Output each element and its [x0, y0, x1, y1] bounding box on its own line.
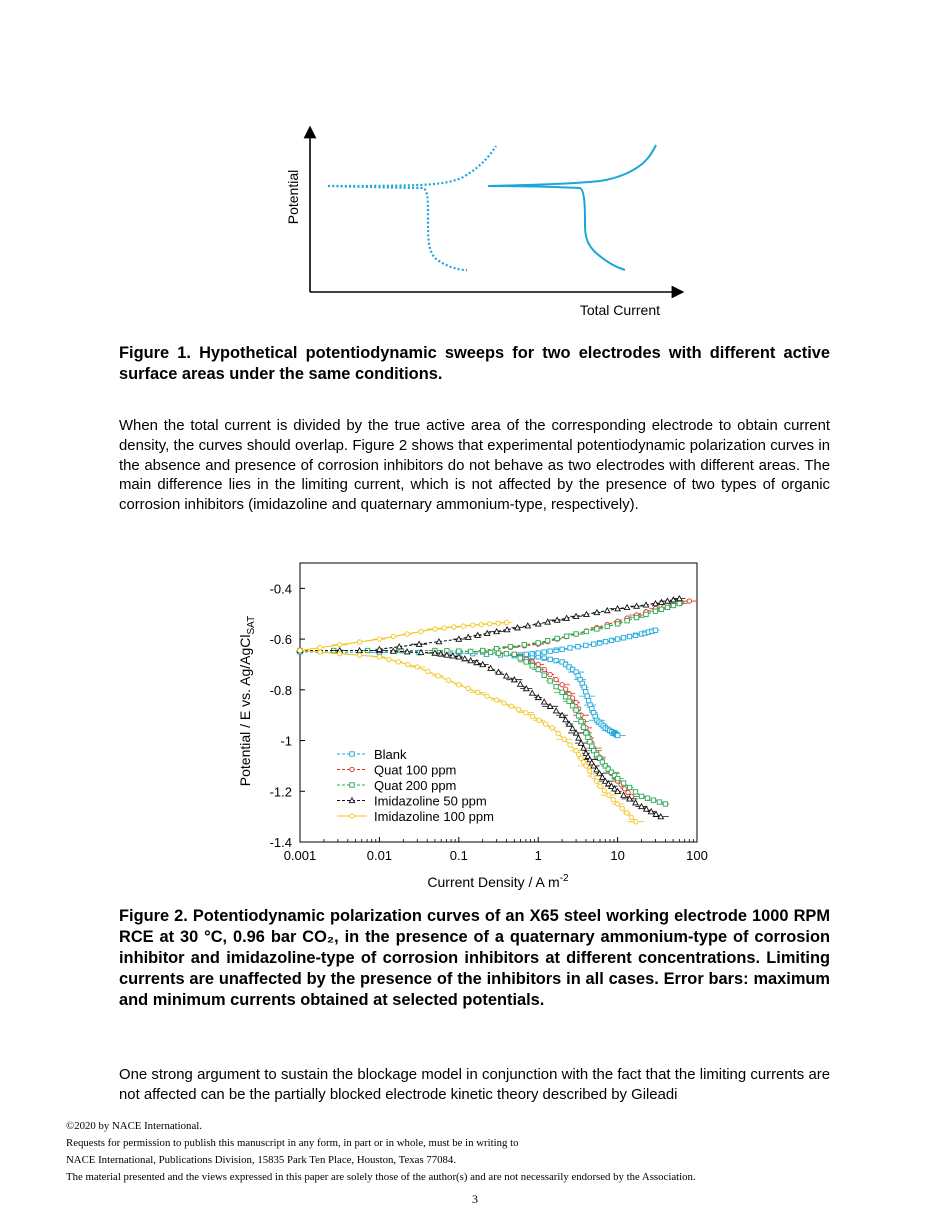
data-point: [590, 744, 594, 748]
footer-line-2: NACE International, Publications Division, 15835 Park Ten Place, Houston, Texas 77084.: [66, 1154, 457, 1166]
data-point: [377, 655, 381, 659]
data-point: [485, 694, 489, 698]
data-point: [524, 710, 528, 714]
data-point: [639, 794, 643, 798]
data-point: [518, 656, 522, 660]
data-point: [452, 625, 456, 629]
data-point: [598, 784, 602, 788]
data-point: [651, 798, 655, 802]
data-point: [457, 649, 461, 653]
data-point: [415, 665, 419, 669]
data-point: [462, 656, 467, 661]
data-point: [581, 725, 585, 729]
data-point: [509, 704, 513, 708]
data-point: [396, 660, 400, 664]
data-point: [583, 690, 587, 694]
data-point: [627, 785, 631, 789]
data-point: [621, 636, 625, 640]
legend-item: [337, 747, 407, 762]
data-point: [581, 745, 586, 750]
data-point: [626, 790, 630, 794]
data-point: [568, 646, 572, 650]
data-point: [574, 632, 578, 636]
data-point: [603, 639, 607, 643]
data-point: [512, 652, 516, 656]
data-point: [582, 685, 586, 689]
data-point: [634, 820, 638, 824]
y-tick-label: -1.4: [269, 835, 292, 850]
data-point: [488, 666, 493, 671]
data-point: [377, 637, 381, 641]
data-point: [530, 651, 534, 655]
data-point: [496, 651, 500, 655]
data-point: [504, 620, 508, 624]
footer: [66, 1118, 906, 1186]
data-point: [570, 703, 574, 707]
data-point: [338, 651, 342, 655]
data-point: [591, 774, 595, 778]
data-point: [591, 642, 595, 646]
data-point: [594, 779, 598, 783]
data-point: [548, 679, 552, 683]
data-point: [553, 708, 558, 713]
x-tick-label: 100: [686, 848, 708, 863]
paragraph-1: When the total current is divided by the true active area of the corresponding electrode to obtain current density, the curves should overlap. Figure 2 shows that experimental potentiodynamic polarization curves in the absence and presence of corrosion inhibitors do not behave as two electrodes with different areas. The main difference lies in the limiting current, which is not affected by the presence of two types of organic corrosion inhibitors (imidazoline and quaternary ammonium-type, respectively).: [119, 418, 830, 514]
data-point: [556, 731, 560, 735]
data-point: [562, 737, 566, 741]
data-point: [611, 797, 615, 801]
data-point: [554, 648, 558, 652]
legend-marker: [350, 767, 354, 771]
data-point: [584, 764, 588, 768]
data-point: [629, 815, 633, 819]
data-point: [502, 701, 506, 705]
data-point: [516, 707, 520, 711]
data-point: [357, 640, 361, 644]
data-point: [522, 643, 526, 647]
paragraph-2: One strong argument to sustain the blockage model in conjunction with the fact that the limiting currents are not affected can be the partially blocked electrode kinetic theory described by Gileadi: [119, 1067, 830, 1103]
data-point: [508, 645, 512, 649]
data-point: [584, 731, 588, 735]
data-point: [488, 650, 492, 654]
data-point: [357, 653, 361, 657]
fig1-solid-curve: [488, 145, 656, 270]
data-point: [536, 651, 540, 655]
data-point: [607, 793, 611, 797]
data-point: [391, 634, 395, 638]
data-point: [433, 627, 437, 631]
data-point: [494, 698, 498, 702]
y-tick-label: -1: [280, 733, 292, 749]
data-point: [677, 601, 681, 605]
data-point: [419, 629, 423, 633]
data-point: [461, 624, 465, 628]
data-point: [621, 781, 625, 785]
legend-item: [337, 794, 487, 809]
figure-1: [270, 120, 690, 325]
x-tick-label: 0.001: [283, 848, 317, 863]
legend-item: [337, 778, 456, 793]
data-point: [524, 652, 528, 656]
data-point: [542, 650, 546, 654]
data-point: [518, 681, 523, 686]
data-point: [442, 626, 446, 630]
data-point: [663, 802, 667, 806]
data-point: [387, 657, 391, 661]
footer-copyright: ©2020 by NACE International.: [66, 1120, 202, 1132]
y-tick-label: -0.6: [269, 632, 292, 648]
data-point: [406, 662, 410, 666]
data-point: [567, 699, 571, 703]
data-point: [479, 622, 483, 626]
data-point: [620, 806, 624, 810]
x-tick-label: 0.1: [449, 848, 468, 863]
data-point: [471, 623, 475, 627]
fig1-x-label: Total Current: [579, 302, 660, 318]
data-point: [605, 624, 609, 628]
data-point: [576, 735, 581, 740]
data-point: [405, 632, 409, 636]
data-point: [537, 718, 541, 722]
fig1-y-label: Potential: [285, 169, 301, 225]
data-point: [627, 634, 631, 638]
data-point: [548, 672, 552, 676]
data-point: [560, 647, 564, 651]
data-point: [555, 636, 559, 640]
data-point: [621, 792, 626, 797]
data-point: [476, 690, 480, 694]
data-point: [481, 648, 485, 652]
data-point: [625, 811, 629, 815]
fig2-y-axis-label: Potential / E vs. Ag/AgCl$_{SAT}$: [237, 615, 257, 787]
legend-item: [337, 809, 494, 824]
data-point: [615, 733, 619, 737]
legend-label: Blank: [374, 747, 407, 762]
data-point: [687, 599, 691, 603]
series-blank: [296, 628, 659, 738]
legend-label: Quat 100 ppm: [374, 762, 457, 778]
data-point: [545, 638, 549, 642]
data-point: [564, 634, 568, 638]
y-tick-label: -0.8: [269, 682, 292, 698]
legend-label: Imidazoline 50 ppm: [374, 793, 487, 809]
data-point: [487, 622, 491, 626]
data-point: [504, 673, 509, 678]
data-point: [568, 743, 572, 747]
data-point: [586, 735, 590, 739]
fig2-x-axis-label: Current Density / A $m^{-2}$: [427, 873, 569, 890]
data-point: [574, 708, 578, 712]
data-point: [542, 673, 546, 677]
footer-line-1: Requests for permission to publish this manuscript in any form, in part or in whole, must be in writing to: [66, 1137, 519, 1149]
data-point: [536, 667, 540, 671]
page-number: 3: [472, 1192, 478, 1206]
data-point: [318, 645, 322, 649]
legend-marker: [350, 783, 354, 787]
data-point: [318, 650, 322, 654]
data-point: [659, 607, 663, 611]
legend-label: Imidazoline 100 ppm: [374, 809, 494, 824]
data-point: [584, 629, 588, 633]
legend-label: Quat 200 ppm: [374, 778, 457, 793]
data-point: [554, 684, 558, 688]
data-point: [653, 609, 657, 613]
fig1-dotted-curve: [328, 146, 496, 270]
data-point: [550, 726, 554, 730]
data-point: [615, 802, 619, 806]
data-point: [524, 660, 528, 664]
x-tick-label: 1: [534, 848, 542, 863]
data-point: [536, 662, 540, 666]
data-point: [530, 690, 535, 695]
data-point: [588, 740, 592, 744]
x-tick-label: 0.01: [366, 848, 393, 863]
data-point: [576, 714, 580, 718]
data-point: [504, 651, 508, 655]
data-point: [624, 605, 629, 610]
y-tick-label: -0.4: [269, 581, 292, 597]
data-point: [605, 608, 610, 613]
data-point: [554, 677, 558, 681]
data-point: [536, 641, 540, 645]
data-point: [530, 664, 534, 668]
figure-2-caption: Figure 2. Potentiodynamic polarization curves of an X65 steel working electrode 1000 RPM RCE at 30 °C, 0.96 bar CO₂, in the presence of a quaternary ammonium-type of corrosion inhibitor and imidazoline-type of corrosion inhibitors at different concentrations. Limiting currents are unaffected by the presence of the inhibitors in all cases. Error bars: maximum and minimum currents obtained at selected potentials.: [119, 907, 830, 1009]
legend-marker: [350, 814, 354, 818]
data-point: [494, 646, 498, 650]
data-point: [615, 637, 619, 641]
data-point: [548, 649, 552, 653]
legend-marker: [350, 752, 354, 756]
data-point: [615, 622, 619, 626]
data-point: [633, 790, 637, 794]
data-point: [653, 628, 657, 632]
data-point: [469, 649, 473, 653]
legend-item: [337, 763, 456, 778]
footer-line-3: The material presented and the views expressed in this paper are solely those of the author(s) and are not necessarily endorsed by the Association.: [66, 1171, 696, 1183]
data-point: [457, 683, 461, 687]
data-point: [436, 674, 440, 678]
figure-1-caption: Figure 1. Hypothetical potentiodynamic sweeps for two electrodes with different active surface areas under the same conditions.: [119, 344, 830, 383]
data-point: [644, 612, 648, 616]
data-point: [446, 678, 450, 682]
data-point: [560, 690, 564, 694]
data-point: [625, 619, 629, 623]
data-point: [338, 643, 342, 647]
data-point: [576, 645, 580, 649]
y-tick-label: -1.2: [269, 784, 292, 800]
data-point: [530, 714, 534, 718]
data-point: [466, 686, 470, 690]
series-quat-200-ppm: [296, 601, 687, 806]
data-point: [634, 615, 638, 619]
data-point: [615, 776, 619, 780]
data-point: [587, 769, 591, 773]
data-point: [563, 695, 567, 699]
data-point: [595, 627, 599, 631]
data-point: [665, 605, 669, 609]
data-point: [579, 719, 583, 723]
data-point: [548, 657, 552, 661]
data-point: [585, 694, 589, 698]
data-point: [633, 800, 638, 805]
data-point: [657, 800, 661, 804]
data-point: [543, 722, 547, 726]
data-point: [560, 683, 564, 687]
x-tick-label: 10: [610, 848, 625, 863]
data-point: [586, 698, 590, 702]
data-point: [584, 643, 588, 647]
data-point: [541, 699, 546, 704]
data-point: [496, 621, 500, 625]
data-point: [425, 669, 429, 673]
data-point: [602, 788, 606, 792]
data-point: [298, 648, 302, 652]
figure-2-chart: [230, 555, 710, 895]
